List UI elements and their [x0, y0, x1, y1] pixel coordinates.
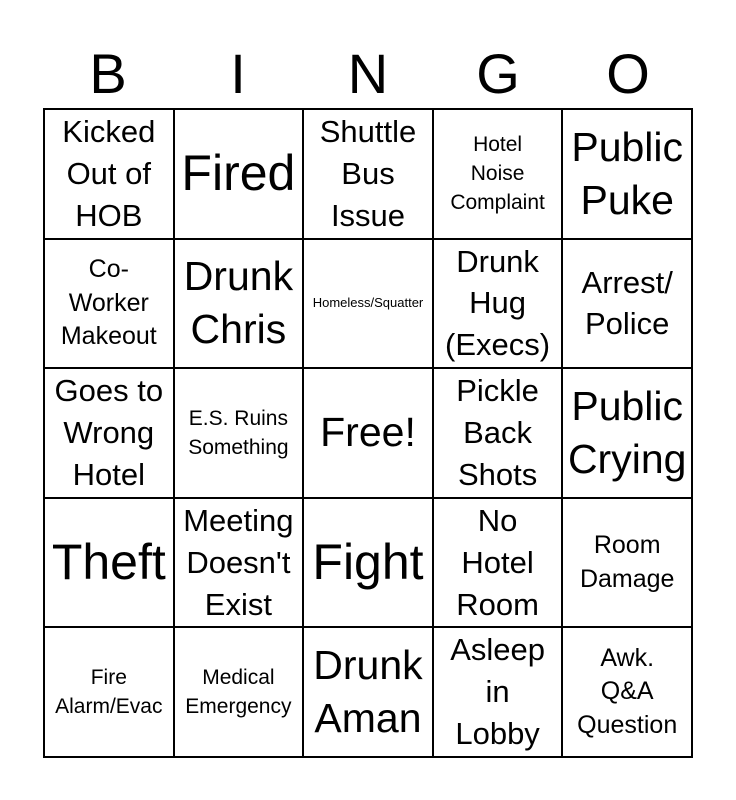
- bingo-cell[interactable]: [562, 498, 692, 628]
- header-letter-g: G: [476, 42, 520, 105]
- header-letter-b: B: [89, 42, 127, 105]
- cell-text: Hotel Noise Complaint: [450, 132, 545, 215]
- bingo-cell[interactable]: [562, 109, 692, 239]
- header-letter-i: I: [230, 42, 246, 105]
- bingo-cell[interactable]: [433, 627, 563, 757]
- cell-text: No Hotel Room: [456, 502, 539, 622]
- bingo-cell[interactable]: [44, 109, 174, 239]
- header-letter-n: N: [347, 42, 389, 105]
- cell-text: Theft: [51, 534, 166, 591]
- cell-text: Goes to Wrong Hotel: [54, 373, 164, 492]
- cell-text: Fight: [312, 534, 424, 591]
- free-space-text: Free!: [320, 409, 416, 456]
- cell-text: Awk. Q&A Question: [577, 643, 678, 740]
- bingo-cell[interactable]: [562, 627, 692, 757]
- bingo-cell[interactable]: [303, 239, 433, 369]
- cell-text: Drunk Chris: [183, 253, 294, 353]
- bingo-board: [43, 108, 693, 758]
- bingo-cell[interactable]: [44, 368, 174, 498]
- cell-text: Fired: [181, 145, 296, 202]
- bingo-cell[interactable]: [174, 368, 304, 498]
- cell-text: Pickle Back Shots: [456, 373, 539, 492]
- bingo-cell[interactable]: [303, 109, 433, 239]
- cell-text: Public Crying: [567, 382, 687, 482]
- cell-text: Drunk Aman: [313, 641, 423, 742]
- cell-text: Arrest/ Police: [581, 264, 673, 342]
- bingo-cell[interactable]: [562, 368, 692, 498]
- bingo-cell[interactable]: [44, 239, 174, 369]
- cell-text: Medical Emergency: [185, 665, 292, 719]
- bingo-cell[interactable]: [303, 627, 433, 757]
- bingo-cell[interactable]: [433, 239, 563, 369]
- bingo-cell[interactable]: [433, 498, 563, 628]
- bingo-cell[interactable]: [44, 498, 174, 628]
- bingo-cell[interactable]: [303, 498, 433, 628]
- bingo-cell[interactable]: [174, 498, 304, 628]
- bingo-header: [43, 40, 693, 108]
- cell-text: Asleep in Lobby: [450, 632, 545, 752]
- bingo-cell[interactable]: [174, 239, 304, 369]
- cell-text: Public Puke: [571, 123, 684, 223]
- bingo-cell[interactable]: [433, 368, 563, 498]
- bingo-cell[interactable]: [433, 109, 563, 239]
- free-space-cell[interactable]: [303, 368, 433, 498]
- bingo-cell[interactable]: [562, 239, 692, 369]
- bingo-cell[interactable]: [174, 627, 304, 757]
- cell-text: Kicked Out of HOB: [62, 114, 156, 233]
- cell-text: Shuttle Bus Issue: [319, 114, 417, 233]
- cell-text: Fire Alarm/Evac: [55, 665, 163, 719]
- cell-text: Meeting Doesn't Exist: [183, 502, 294, 622]
- cell-text: Drunk Hug (Execs): [445, 243, 551, 363]
- header-letter-o: O: [606, 42, 650, 105]
- cell-text: Room Damage: [579, 530, 675, 593]
- cell-text: E.S. Ruins Something: [188, 406, 289, 459]
- bingo-cell[interactable]: [44, 627, 174, 757]
- cell-text: Homeless/Squatter: [312, 294, 424, 310]
- cell-text: Co- Worker Makeout: [60, 254, 157, 351]
- bingo-cell[interactable]: [174, 109, 304, 239]
